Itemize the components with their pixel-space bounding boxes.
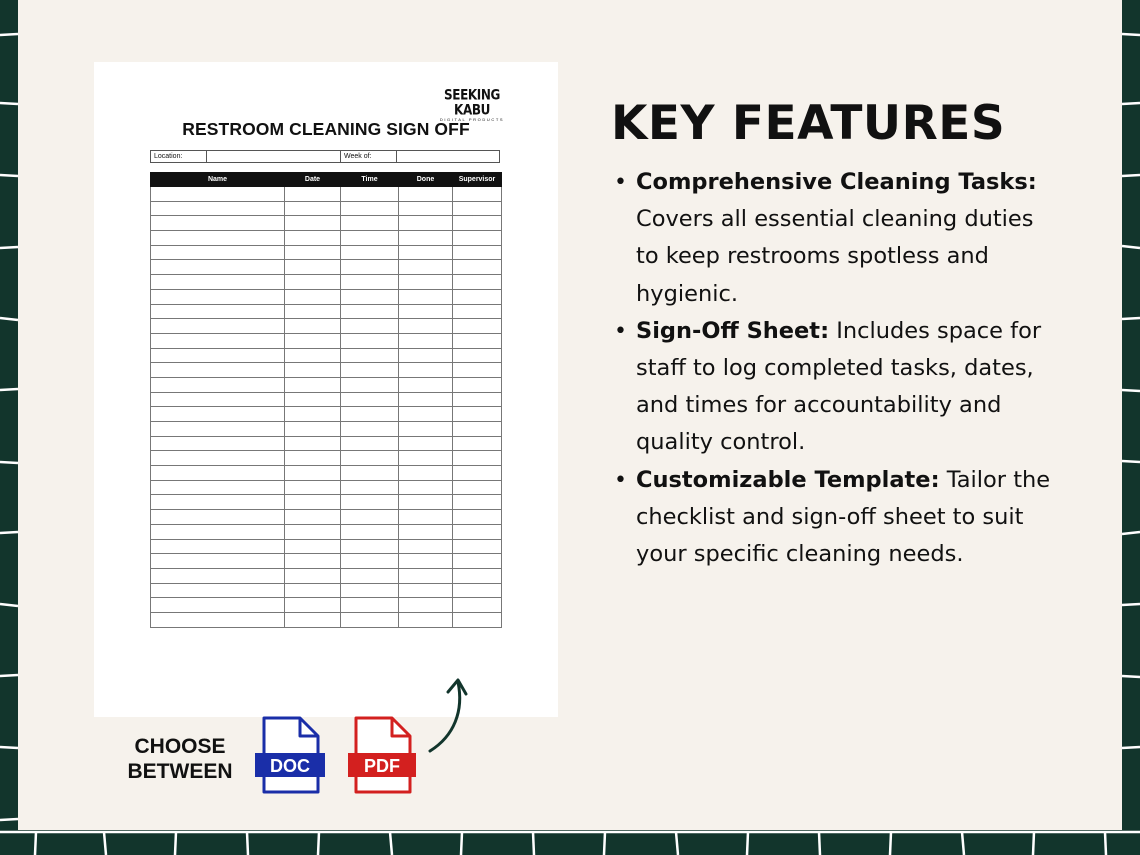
- table-cell: [341, 539, 399, 554]
- table-cell: [399, 583, 453, 598]
- table-cell: [341, 392, 399, 407]
- table-row: [151, 510, 502, 525]
- table-cell: [453, 187, 502, 202]
- table-row: [151, 333, 502, 348]
- table-cell: [341, 436, 399, 451]
- table-cell: [399, 201, 453, 216]
- pdf-label: PDF: [364, 756, 400, 776]
- table-row: [151, 275, 502, 290]
- table-cell: [285, 216, 341, 231]
- table-cell: [453, 583, 502, 598]
- table-row: [151, 216, 502, 231]
- table-cell: [151, 392, 285, 407]
- table-row: [151, 289, 502, 304]
- table-cell: [453, 201, 502, 216]
- table-row: [151, 495, 502, 510]
- table-cell: [285, 260, 341, 275]
- table-cell: [151, 348, 285, 363]
- feature-text: Tailor the checklist and sign-off sheet to suit your specific cleaning needs.: [636, 466, 1051, 568]
- feature-list: [612, 164, 1052, 573]
- table-cell: [285, 201, 341, 216]
- table-cell: [285, 407, 341, 422]
- table-cell: [453, 348, 502, 363]
- table-cell: [341, 304, 399, 319]
- table-row: [151, 231, 502, 246]
- table-cell: [151, 377, 285, 392]
- table-row: [151, 568, 502, 583]
- feature-text: Includes space for staff to log completed tasks, dates, and times for accountability and quality control.: [636, 317, 1042, 456]
- table-cell: [341, 524, 399, 539]
- column-header-supervisor: Supervisor: [453, 173, 502, 187]
- feature-item: [612, 462, 1052, 574]
- table-cell: [285, 612, 341, 627]
- table-cell: [341, 568, 399, 583]
- table-cell: [453, 216, 502, 231]
- table-row: [151, 245, 502, 260]
- bullet-icon: •: [614, 318, 627, 344]
- table-cell: [399, 377, 453, 392]
- table-row: [151, 436, 502, 451]
- table-cell: [399, 363, 453, 378]
- feature-title: Sign-Off Sheet:: [636, 317, 830, 344]
- table-cell: [399, 231, 453, 246]
- table-cell: [151, 333, 285, 348]
- table-cell: [453, 363, 502, 378]
- table-cell: [341, 598, 399, 613]
- table-cell: [453, 480, 502, 495]
- table-cell: [453, 451, 502, 466]
- table-cell: [453, 612, 502, 627]
- table-cell: [453, 436, 502, 451]
- table-cell: [453, 260, 502, 275]
- table-row: [151, 348, 502, 363]
- table-cell: [453, 245, 502, 260]
- bullet-icon: •: [614, 170, 627, 195]
- table-cell: [341, 510, 399, 525]
- table-cell: [453, 377, 502, 392]
- sign-off-table: [150, 172, 502, 628]
- table-cell: [341, 612, 399, 627]
- bullet-icon: •: [614, 467, 627, 493]
- table-cell: [341, 451, 399, 466]
- table-cell: [151, 495, 285, 510]
- table-cell: [285, 231, 341, 246]
- table-cell: [399, 407, 453, 422]
- table-cell: [453, 275, 502, 290]
- table-cell: [399, 289, 453, 304]
- table-row: [151, 612, 502, 627]
- table-cell: [453, 524, 502, 539]
- table-cell: [341, 466, 399, 481]
- table-cell: [341, 363, 399, 378]
- table-cell: [151, 466, 285, 481]
- info-row: [150, 150, 500, 163]
- table-cell: [341, 554, 399, 569]
- table-cell: [453, 422, 502, 437]
- table-cell: [285, 348, 341, 363]
- table-cell: [399, 422, 453, 437]
- week-value: [397, 151, 499, 162]
- table-cell: [285, 436, 341, 451]
- table-cell: [341, 260, 399, 275]
- table-cell: [151, 436, 285, 451]
- table-cell: [399, 319, 453, 334]
- column-header-date: Date: [285, 173, 341, 187]
- key-features-heading: KEY FEATURES: [611, 96, 1006, 151]
- table-cell: [341, 348, 399, 363]
- table-cell: [453, 333, 502, 348]
- table-cell: [151, 598, 285, 613]
- table-cell: [399, 480, 453, 495]
- table-header-row: [151, 173, 502, 187]
- table-cell: [399, 333, 453, 348]
- table-row: [151, 201, 502, 216]
- table-row: [151, 480, 502, 495]
- table-cell: [453, 231, 502, 246]
- table-cell: [341, 319, 399, 334]
- table-row: [151, 304, 502, 319]
- table-cell: [399, 304, 453, 319]
- table-cell: [285, 510, 341, 525]
- table-cell: [285, 466, 341, 481]
- table-cell: [399, 260, 453, 275]
- table-cell: [151, 363, 285, 378]
- table-cell: [341, 201, 399, 216]
- table-row: [151, 466, 502, 481]
- table-cell: [285, 583, 341, 598]
- sheet-title: RESTROOM CLEANING SIGN OFF: [182, 119, 470, 139]
- table-cell: [399, 539, 453, 554]
- column-header-name: Name: [151, 173, 285, 187]
- doc-file-icon: [254, 716, 326, 794]
- table-cell: [151, 480, 285, 495]
- table-cell: [151, 304, 285, 319]
- table-row: [151, 554, 502, 569]
- table-cell: [151, 510, 285, 525]
- table-cell: [341, 407, 399, 422]
- table-cell: [285, 377, 341, 392]
- feature-item: [612, 313, 1052, 462]
- table-row: [151, 422, 502, 437]
- choose-line-1: CHOOSE: [134, 735, 226, 758]
- table-row: [151, 407, 502, 422]
- table-cell: [341, 583, 399, 598]
- table-cell: [399, 510, 453, 525]
- table-cell: [285, 598, 341, 613]
- table-cell: [453, 510, 502, 525]
- table-cell: [151, 216, 285, 231]
- location-label: Location:: [151, 151, 207, 162]
- table-cell: [285, 333, 341, 348]
- table-cell: [151, 554, 285, 569]
- table-cell: [453, 466, 502, 481]
- table-cell: [399, 187, 453, 202]
- table-cell: [399, 495, 453, 510]
- table-cell: [341, 231, 399, 246]
- table-cell: [151, 260, 285, 275]
- table-cell: [399, 524, 453, 539]
- table-cell: [151, 245, 285, 260]
- table-row: [151, 524, 502, 539]
- table-cell: [399, 392, 453, 407]
- table-cell: [399, 275, 453, 290]
- table-cell: [399, 216, 453, 231]
- table-cell: [285, 363, 341, 378]
- table-cell: [453, 539, 502, 554]
- table-row: [151, 260, 502, 275]
- column-header-done: Done: [399, 173, 453, 187]
- table-cell: [285, 480, 341, 495]
- doc-label: DOC: [270, 756, 310, 776]
- table-cell: [285, 392, 341, 407]
- table-cell: [151, 289, 285, 304]
- logo-sub-text: DIGITAL PRODUCTS: [439, 117, 505, 122]
- table-row: [151, 377, 502, 392]
- table-cell: [341, 275, 399, 290]
- table-cell: [453, 554, 502, 569]
- table-cell: [399, 466, 453, 481]
- feature-title: Comprehensive Cleaning Tasks:: [636, 169, 1037, 195]
- table-cell: [399, 245, 453, 260]
- table-row: [151, 539, 502, 554]
- table-cell: [399, 554, 453, 569]
- table-cell: [341, 187, 399, 202]
- curved-arrow-icon: [424, 676, 474, 756]
- table-row: [151, 187, 502, 202]
- table-cell: [453, 319, 502, 334]
- table-cell: [285, 289, 341, 304]
- table-cell: [151, 422, 285, 437]
- feature-text: Covers all essential cleaning duties to keep restrooms spotless and hygienic.: [636, 206, 1034, 307]
- table-cell: [285, 304, 341, 319]
- table-cell: [453, 407, 502, 422]
- table-cell: [151, 524, 285, 539]
- feature-title: Customizable Template:: [636, 466, 940, 493]
- table-cell: [453, 598, 502, 613]
- table-cell: [151, 319, 285, 334]
- table-cell: [341, 495, 399, 510]
- table-row: [151, 363, 502, 378]
- table-cell: [399, 451, 453, 466]
- table-cell: [341, 245, 399, 260]
- document-preview: [94, 62, 558, 717]
- table-cell: [341, 422, 399, 437]
- table-cell: [151, 231, 285, 246]
- table-cell: [151, 275, 285, 290]
- table-cell: [453, 568, 502, 583]
- table-row: [151, 319, 502, 334]
- table-cell: [399, 598, 453, 613]
- table-cell: [285, 187, 341, 202]
- pdf-file-icon: [346, 716, 418, 794]
- table-cell: [453, 392, 502, 407]
- table-cell: [341, 289, 399, 304]
- table-cell: [151, 612, 285, 627]
- table-cell: [341, 377, 399, 392]
- table-cell: [399, 436, 453, 451]
- table-cell: [399, 568, 453, 583]
- table-cell: [341, 216, 399, 231]
- table-cell: [399, 612, 453, 627]
- table-cell: [285, 495, 341, 510]
- table-cell: [151, 407, 285, 422]
- week-label: Week of:: [341, 151, 397, 162]
- column-header-time: Time: [341, 173, 399, 187]
- table-cell: [399, 348, 453, 363]
- choose-between-label: [116, 734, 244, 784]
- table-cell: [285, 451, 341, 466]
- table-cell: [285, 568, 341, 583]
- table-cell: [151, 201, 285, 216]
- table-cell: [453, 495, 502, 510]
- table-cell: [151, 451, 285, 466]
- table-row: [151, 392, 502, 407]
- table-row: [151, 451, 502, 466]
- table-cell: [151, 187, 285, 202]
- logo-main-text: SEEKING KABU: [444, 86, 500, 118]
- table-cell: [341, 333, 399, 348]
- table-cell: [285, 554, 341, 569]
- choose-line-2: BETWEEN: [127, 760, 233, 783]
- table-row: [151, 583, 502, 598]
- table-cell: [285, 319, 341, 334]
- table-cell: [285, 539, 341, 554]
- table-cell: [453, 304, 502, 319]
- table-cell: [285, 245, 341, 260]
- feature-item: [612, 164, 1052, 313]
- table-cell: [285, 275, 341, 290]
- table-cell: [341, 480, 399, 495]
- table-cell: [285, 422, 341, 437]
- table-cell: [151, 539, 285, 554]
- table-row: [151, 598, 502, 613]
- location-value: [207, 151, 341, 162]
- table-cell: [151, 583, 285, 598]
- table-cell: [151, 568, 285, 583]
- table-cell: [453, 289, 502, 304]
- table-cell: [285, 524, 341, 539]
